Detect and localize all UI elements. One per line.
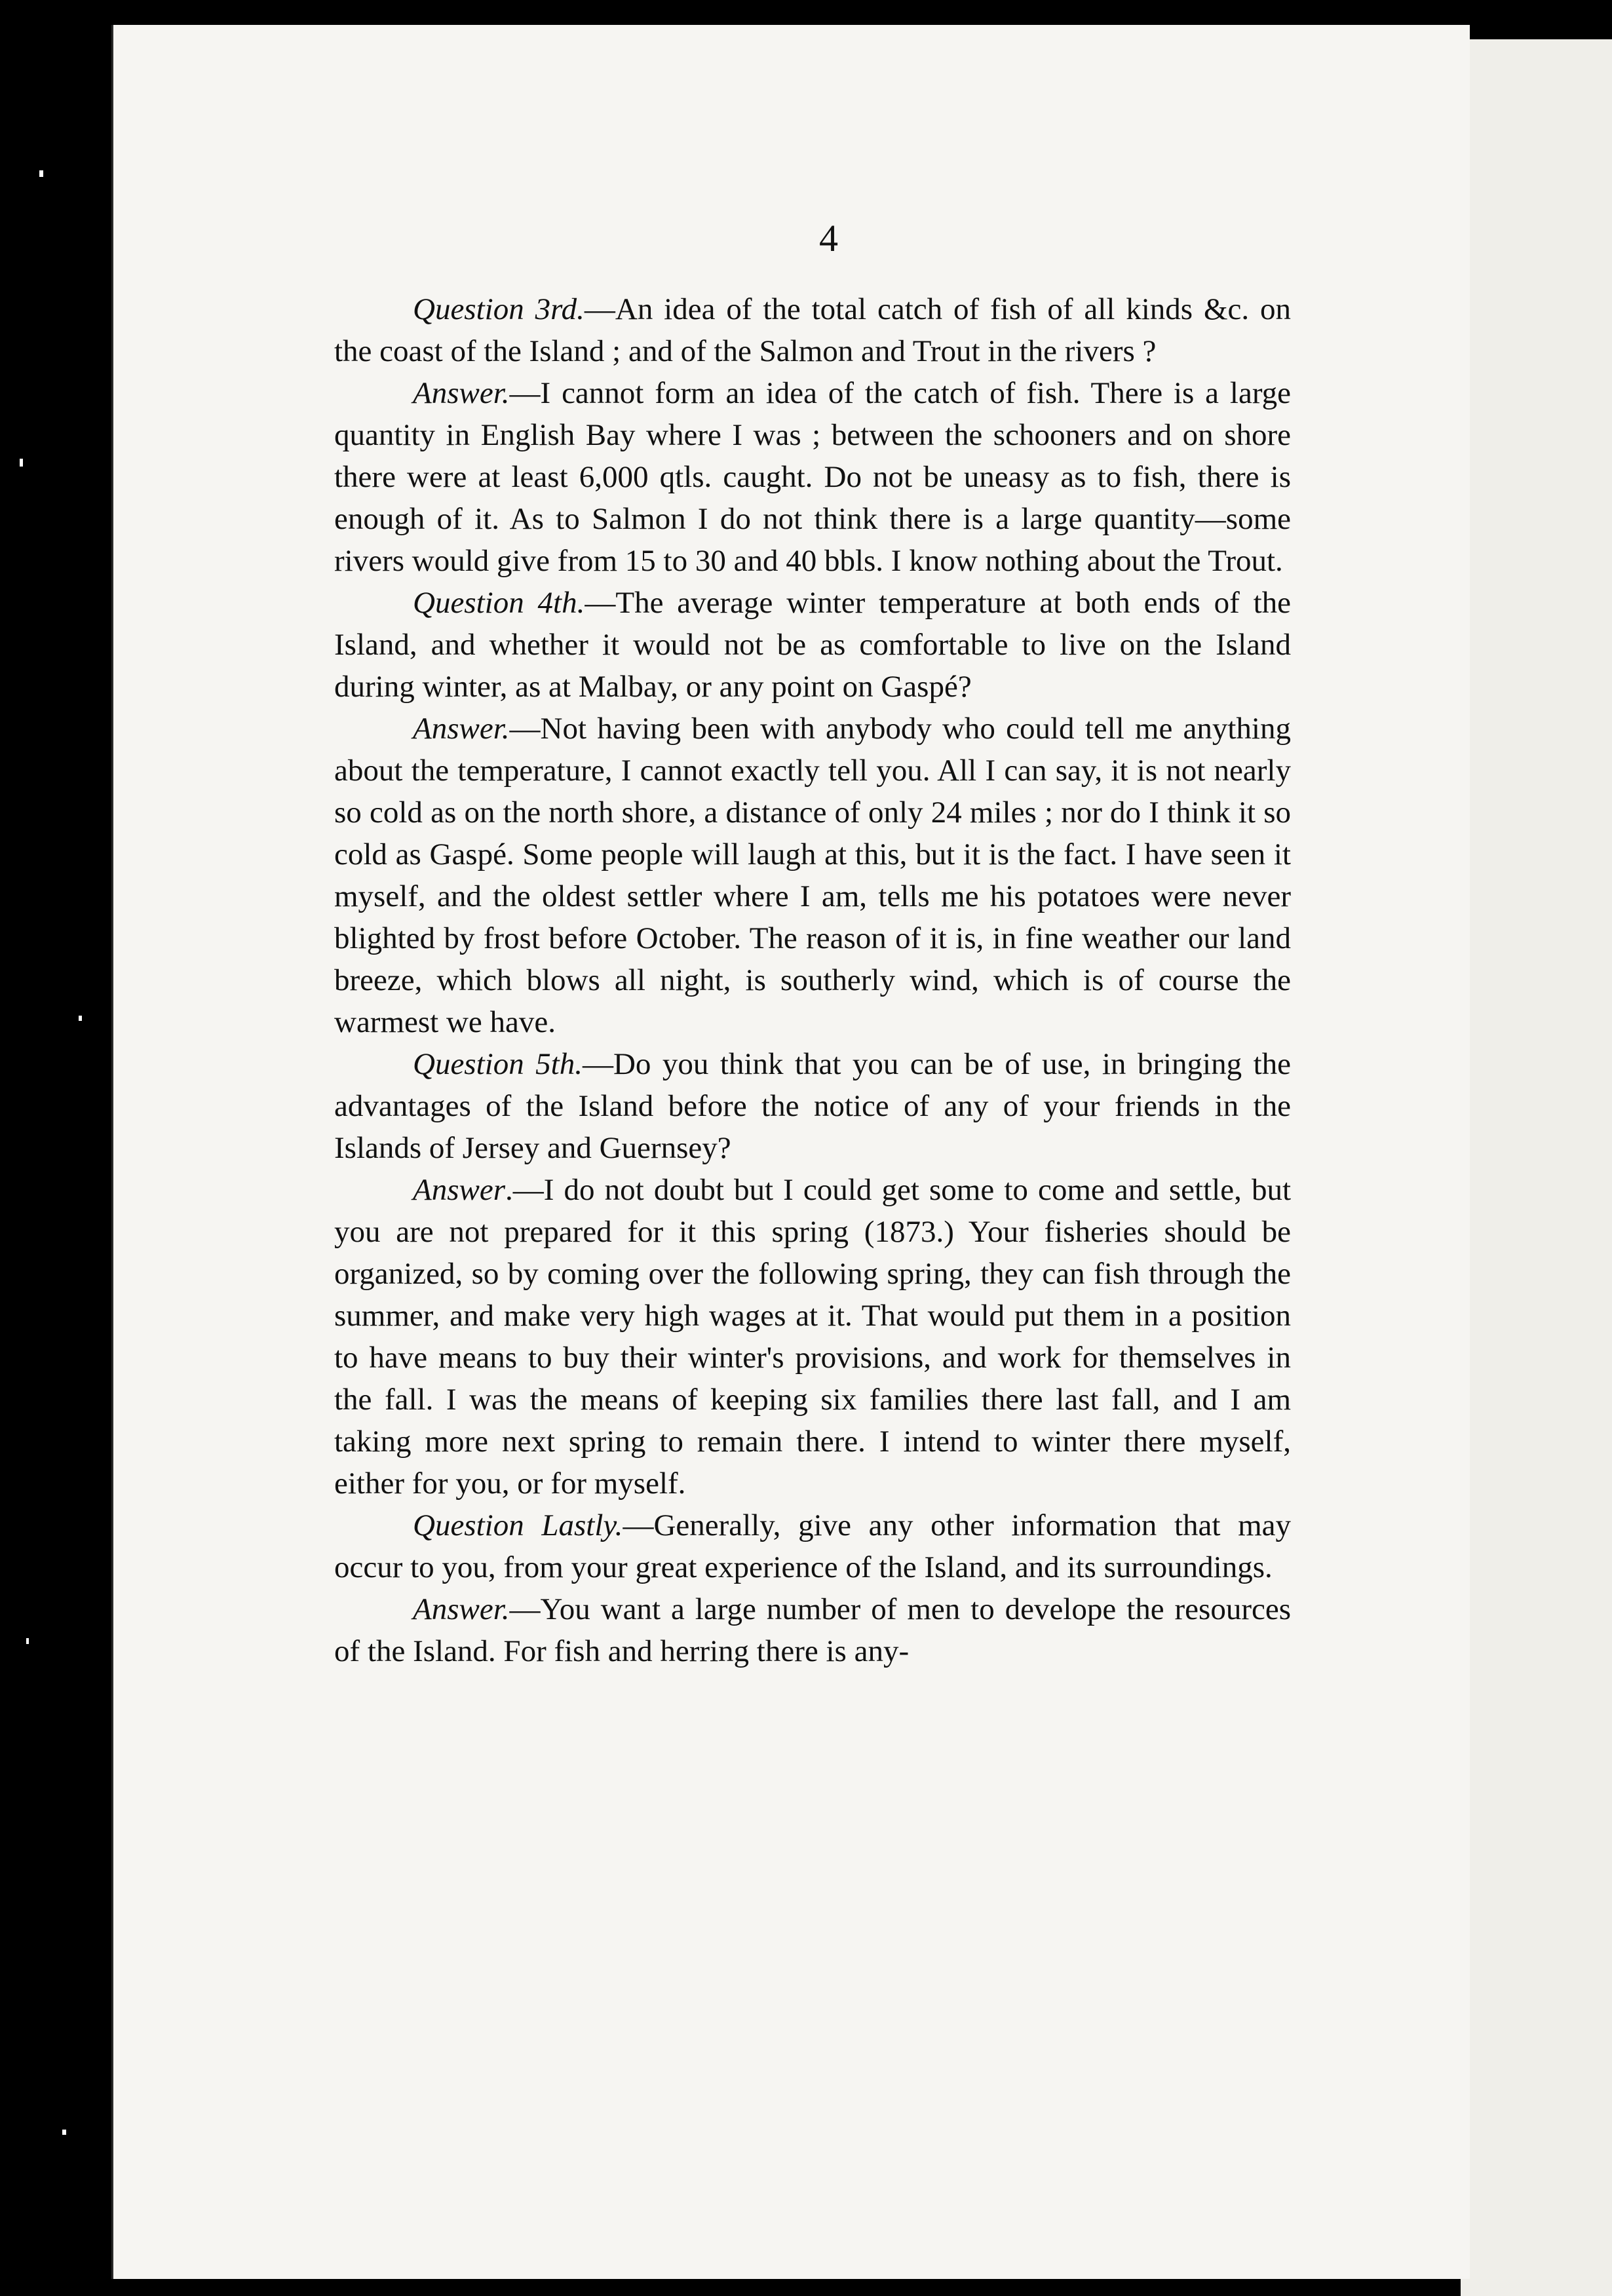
paragraph-lead: Answer (413, 1173, 505, 1207)
paragraph-text: —The average winter temperature at both ends of the Island, and whether it would not be as comfortable to live on the Island during winter, as at Malbay, or any point on Gaspé? (334, 586, 1291, 704)
paragraph-lead: Answer. (413, 376, 510, 410)
scan-speck (26, 1638, 29, 1644)
scan-speck (62, 2130, 66, 2135)
paragraph-lead: Question 5th. (413, 1047, 583, 1081)
paragraph-text: —Do you think that you can be of use, in bringing the advantages of the Island before the notice of any of your friends in the Islands of Jersey and Guernsey? (334, 1047, 1291, 1165)
paragraph-lead: Answer. (413, 1592, 510, 1626)
paragraph-lead: Question Lastly. (413, 1508, 623, 1542)
paragraph-text: —An idea of the total catch of fish of all kinds &c. on the coast of the Island ; and of the Salmon and Trout in the rivers ? (334, 292, 1291, 368)
question-4-paragraph (334, 582, 1291, 708)
scan-speck (39, 170, 43, 177)
paragraph-lead: Question 4th. (413, 586, 585, 620)
paragraph-text: —Not having been with anybody who could tell me anything about the temperature, I cannot exactly tell you. All I can say, it is not nearly so cold as on the north shore, a distance of only 24 miles ; nor do I think it so cold as Gaspé. Some people will laugh at this, but it is the fact. I have seen it myself, and the oldest settler where I am, tells me his potatoes were never blighted by frost before October. The reason of it is, in fine weather our land breeze, which blows all night, is southerly wind, which is of course the warmest we have. (334, 712, 1291, 1039)
answer-5-paragraph (334, 1169, 1291, 1504)
paragraph-text: —You want a large number of men to develope the resources of the Island. For fish and herring there is any- (334, 1592, 1291, 1668)
question-lastly-paragraph (334, 1504, 1291, 1588)
answer-lastly-paragraph (334, 1588, 1291, 1672)
facing-page-edge (1461, 39, 1612, 2296)
paragraph-lead: Question 3rd. (413, 292, 585, 326)
page-number: 4 (819, 217, 838, 259)
question-3-paragraph (334, 288, 1291, 372)
page-text (334, 288, 1291, 1672)
answer-4-paragraph (334, 708, 1291, 1043)
question-5-paragraph (334, 1043, 1291, 1169)
paragraph-text: —I cannot form an idea of the catch of fish. There is a large quantity in English Bay where I was ; between the schooners and on shore there were at least 6,000 qtls. caught. Do not be uneasy as to fish, there is enough of it. As to Salmon I do not think there is a large quantity—some rivers would give from 15 to 30 and 40 bbls. I know nothing about the Trout. (334, 376, 1291, 578)
paragraph-lead: Answer. (413, 712, 510, 746)
paragraph-text: —Generally, give any other information that may occur to you, from your great experience of the Island, and its surroundings. (334, 1508, 1291, 1584)
scan-speck (20, 459, 23, 467)
scan-speck (79, 1016, 82, 1021)
paragraph-text: .—I do not doubt but I could get some to come and settle, but you are not prepared for it this spring (1873.) Your fisheries should be organized, so by coming over the following spring, they can fish through the summer, and make very high wages at it. That would put them in a position to have means to buy their winter's provisions, and work for themselves in the fall. I was the means of keeping six families there last fall, and I am taking more next spring to remain there. I intend to winter there myself, either for you, or for myself. (334, 1173, 1291, 1501)
answer-3-paragraph (334, 372, 1291, 582)
